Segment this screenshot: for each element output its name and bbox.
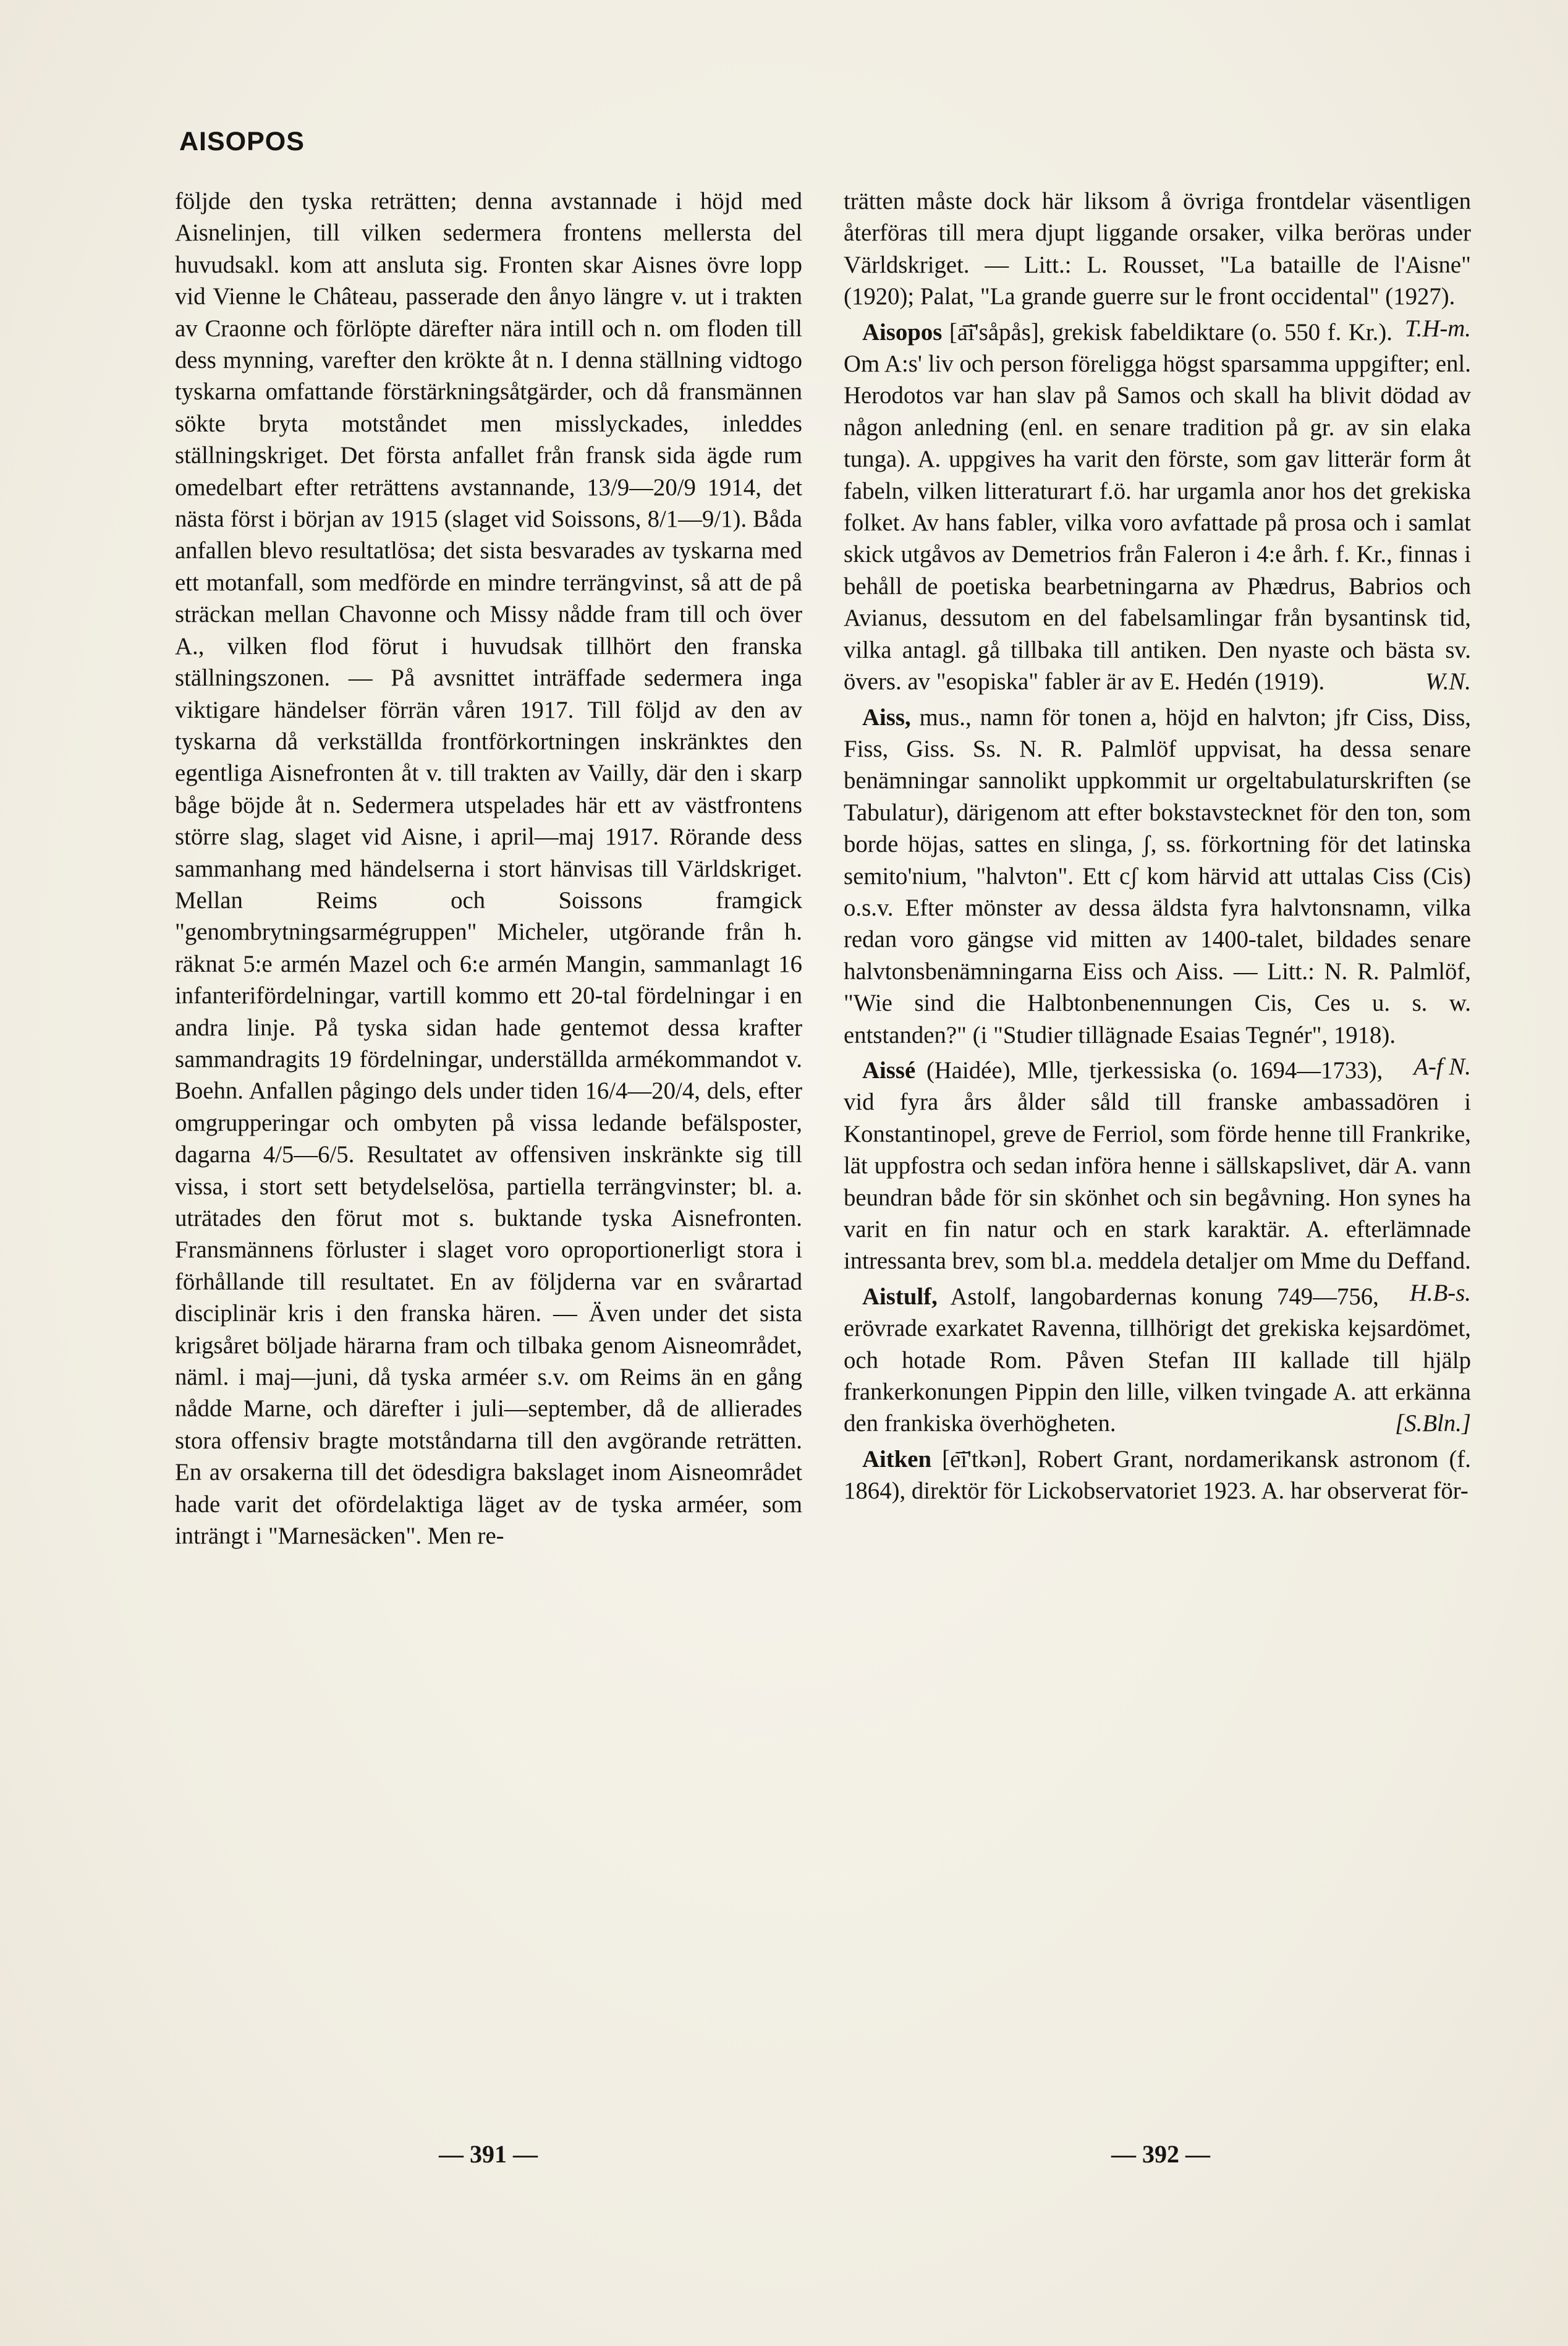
entry-text: Astolf, langobardernas konung 749—756, erövrade exarkatet Ravenna, tillhörigt det grekiska kejsardömet, och hotade Rom. Påven Stefan III kallade till hjälp frankerkonungen Pippin den lille, vilken tvingade A. att erkänna den frankiska överhögheten. xyxy=(844,1283,1471,1437)
right-column xyxy=(844,185,1471,2096)
entry-headword: Aissé xyxy=(862,1056,916,1084)
entry-signature: W.N. xyxy=(1425,668,1471,695)
entry-headword: Aistulf, xyxy=(862,1283,938,1310)
entry-headword: Aiss, xyxy=(862,703,911,731)
page-number-right: — 392 — xyxy=(1111,2140,1210,2168)
left-column-text: följde den tyska reträtten; denna avstannade i höjd med Aisnelinjen, till vilken sedermera frontens mellersta del huvudsakl. kom att ansluta sig. Fronten skar Aisnes övre lopp vid Vienne le Château, passerade den ånyo längre v. ut i trakten av Craonne och förlöpte därefter nära intill och n. om floden till dess mynning, varefter den krökte åt n. I denna ställning vidtogo tyskarna omfattande förstärkningsåtgärder, och då fransmännen sökte bryta motståndet men misslyckades, inleddes ställningskriget. Det första anfallet från fransk sida ägde rum omedelbart efter reträttens avstannande, 13/9—20/9 1914, det nästa först i början av 1915 (slaget vid Soissons, 8/1—9/1). Båda anfallen blevo resultatlösa; det sista besvarades av tyskarna med ett motanfall, som medförde en mindre terrängvinst, så att de på sträckan mellan Chavonne och Missy nådde fram till och över A., vilken flod förut i huvudsak tillhört den franska ställningszonen. — På avsnittet inträffade sedermera inga viktigare händelser förrän våren 1917. Till följd av den av tyskarna då verkställda frontförkortningen inskränktes den egentliga Aisnefronten åt v. till trakten av Vailly, där den i skarp båge böjde åt n. Sedermera utspelades här ett av västfrontens större slag, slaget vid Aisne, i april—maj 1917. Rörande dess sammanhang med händelserna i stort hänvisas till Världskriget. Mellan Reims och Soissons framgick "genombrytningsarmégruppen" Micheler, utgörande från h. räknat 5:e armén Mazel och 6:e armén Mangin, sammanlagt 16 infanterifördelningar, vartill kommo ett 20-tal fördelningar i en andra linje. På tyska sidan hade gentemot dessa krafter sammandragits 19 fördelningar, underställda armékommandot v. Boehn. Anfallen pågingo dels under tiden 16/4—20/4, dels, efter omgrupperingar och ombyten på vissa ledande befälsposter, dagarna 4/5—6/5. Resultatet av offensiven inskränkte sig till vissa, i stort sett betydelselösa, partiella terrängvinster; bl. a. uträtades den förut mot s. buktande tyska Aisnefronten. Fransmännens förluster i slaget voro oproportionerligt stora i förhållande till resultatet. En av följderna var en svårartad disciplinär kris i den franska hären. — Även under det sista krigsåret böljade härarna fram och tilbaka genom Aisneområdet, näml. i maj—juni, då tyska arméer s.v. om Reims än en gång nådde Marne, och därefter i juli—september, då de allierades stora offensiv bragte motståndarna till den avgörande reträtten. En av orsakerna till det ödesdigra bakslaget inom Aisneområdet hade varit det ofördelaktiga läget av de tyska arméer, som inträngt i "Marnesäcken". Men re- xyxy=(175,188,802,1550)
entry-headword: Aisopos xyxy=(862,318,943,346)
entry-aistulf xyxy=(844,1281,1471,1440)
entry-signature: A-f N. xyxy=(1413,1053,1471,1080)
left-column xyxy=(175,185,802,2096)
entry-headword: Aitken xyxy=(862,1445,932,1473)
entry-text: [e͞i'tkən], Robert Grant, nordamerikansk astronom (f. 1864), direktör för Lickobservatoriet 1923. A. har observerat för- xyxy=(844,1445,1471,1505)
running-head: AISOPOS xyxy=(179,127,305,156)
continuation-signature: T.H-m. xyxy=(1404,315,1471,342)
entry-text: mus., namn för tonen a, höjd en halvton; jfr Ciss, Diss, Fiss, Giss. Ss. N. R. Palmlöf uppvisat, ha dessa senare benämningar sannolikt uppkommit ur orgeltabulaturskriften (se Tabulatur), därigenom att efter bokstavstecknet för den ton, som borde höjas, sattes en slinga, ʃ, ss. förkortning för det latinska semito'nium, "halvton". Ett cʃ kom härvid att uttalas Ciss (Cis) o.s.v. Efter mönster av dessa äldsta fyra halvtonsnamn, vilka redan voro gängse vid mitten av 1400-talet, bildades senare halvtonsbenämningarna Eiss och Aiss. — Litt.: N. R. Palmlöf, "Wie sind die Halbtonbenennungen Cis, Ces u. s. w. entstanden?" (i "Studier tillägnade Esaias Tegnér", 1918). xyxy=(844,703,1471,1048)
entry-aisopos xyxy=(844,317,1471,698)
entry-text: (Haidée), Mlle, tjerkessiska (o. 1694—1733), vid fyra års ålder såld till franske ambassadören i Konstantinopel, greve de Ferriol, som förde henne till Frankrike, lät uppfostra och sedan införa henne i sällskapslivet, där A. vann beundran både för sin skönhet och sin begåvning. Hon synes ha varit en fin natur och en stark karaktär. A. efterlämnade intressanta brev, som bl.a. meddela detaljer om Mme du Deffand. xyxy=(844,1056,1471,1275)
entry-signature: [S.Bln.] xyxy=(1395,1410,1471,1437)
entry-signature: H.B-s. xyxy=(1409,1279,1471,1306)
continuation-text: trätten måste dock här liksom å övriga frontdelar väsentligen återföras till mera djupt liggande orsaker, vilka beröras under Världskriget. — Litt.: L. Rousset, "La bataille de l'Aisne" (1920); Palat, "La grande guerre sur le front occidental" (1927). xyxy=(844,188,1471,310)
page-number-left: — 391 — xyxy=(439,2140,538,2168)
entry-text: [a͞i'såpås], grekisk fabeldiktare (o. 550 f. Kr.). Om A:s' liv och person föreligga högst sparsamma uppgifter; enl. Herodotos var han slav på Samos och skall ha blivit dödad av någon anledning (enl. en senare tradition på gr. av sin elaka tunga). A. uppgives ha varit den förste, som gav litterär form åt fabeln, vilken litteraturart f.ö. har urgamla anor hos det grekiska folket. Av hans fabler, vilka voro avfattade på prosa och i samlat skick utgåvos av Demetrios från Faleron i 4:e årh. f. Kr., finnas i behåll de poetiska bearbetningarna av Phædrus, Babrios och Avianus, dessutom en del fabelsamlingar från bysantinsk tid, vilka antagl. gå tillbaka till antiken. Den nyaste och bästa sv. övers. av "esopiska" fabler är av E. Hedén (1919). xyxy=(844,318,1471,695)
entry-aitken xyxy=(844,1443,1471,1507)
